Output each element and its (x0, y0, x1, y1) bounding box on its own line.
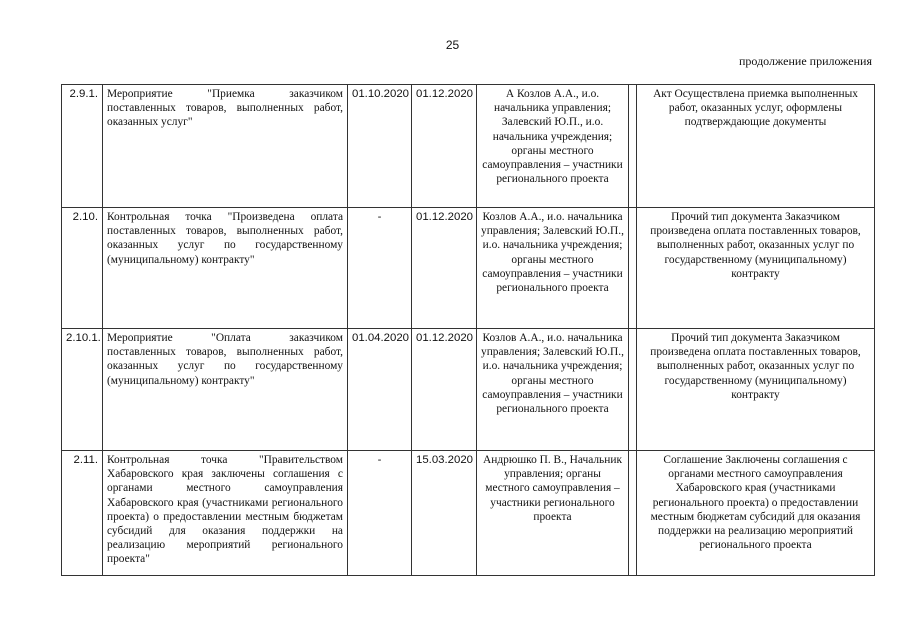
row-end-date: 15.03.2020 (412, 451, 477, 576)
row-start-date: 01.04.2020 (348, 329, 412, 451)
table-row (62, 208, 875, 329)
page-number: 25 (445, 38, 460, 52)
row-start-date: - (348, 208, 412, 329)
row-result: Соглашение Заключены соглашения с органами местного самоуправления Хабаровского края (участниками регионального проекта) о предоставлении местным бюджетам субсидий для оказания поддержки на реализацию мероприятий регионального проекта (637, 451, 875, 576)
row-description: Мероприятие "Оплата заказчиком поставленных товаров, выполненных работ, оказанных услуг по государственному (муниципальному) контракту" (103, 329, 348, 451)
row-number: 2.10. (62, 208, 103, 329)
row-empty-cell (629, 451, 637, 576)
table-row (62, 451, 875, 576)
row-end-date: 01.12.2020 (412, 329, 477, 451)
row-empty-cell (629, 85, 637, 208)
row-description: Мероприятие "Приемка заказчиком поставленных товаров, выполненных работ, оказанных услуг" (103, 85, 348, 208)
row-end-date: 01.12.2020 (412, 85, 477, 208)
row-result: Прочий тип документа Заказчиком произведена оплата поставленных товаров, выполненных работ, оказанных услуг по государственному (муниципальному) контракту (637, 329, 875, 451)
row-number: 2.10.1. (62, 329, 103, 451)
row-number: 2.9.1. (62, 85, 103, 208)
row-result: Прочий тип документа Заказчиком произведена оплата поставленных товаров, выполненных работ, оказанных услуг по государственному (муниципальному) контракту (637, 208, 875, 329)
row-responsible: Козлов А.А., и.о. начальника управления; Залевский Ю.П., и.о. начальника учреждения; органы местного самоуправления – участники регионального проекта (477, 208, 629, 329)
table-row (62, 329, 875, 451)
project-plan-table (61, 84, 875, 576)
row-description: Контрольная точка "Правительством Хабаровского края заключены соглашения с органами местного самоуправления Хабаровского края (участниками регионального проекта) о предоставлении местным бюджетам субсидий для оказания поддержки на реализацию мероприятий регионального проекта" (103, 451, 348, 576)
row-description: Контрольная точка "Произведена оплата поставленных товаров, выполненных работ, оказанных услуг по государственному (муниципальному) контракту" (103, 208, 348, 329)
row-number: 2.11. (62, 451, 103, 576)
row-responsible: Козлов А.А., и.о. начальника управления; Залевский Ю.П., и.о. начальника учреждения; органы местного самоуправления – участники регионального проекта (477, 329, 629, 451)
row-empty-cell (629, 208, 637, 329)
row-end-date: 01.12.2020 (412, 208, 477, 329)
row-start-date: - (348, 451, 412, 576)
row-empty-cell (629, 329, 637, 451)
row-result: Акт Осуществлена приемка выполненных работ, оказанных услуг, оформлены подтверждающие документы (637, 85, 875, 208)
table-row (62, 85, 875, 208)
row-responsible: Андрюшко П. В., Начальник управления; органы местного самоуправления – участники регионального проекта (477, 451, 629, 576)
row-start-date: 01.10.2020 (348, 85, 412, 208)
continuation-label: продолжение приложения (739, 54, 872, 68)
row-responsible: А Козлов А.А., и.о. начальника управления; Залевский Ю.П., и.о. начальника учреждения; органы местного самоуправления – участники регионального проекта (477, 85, 629, 208)
